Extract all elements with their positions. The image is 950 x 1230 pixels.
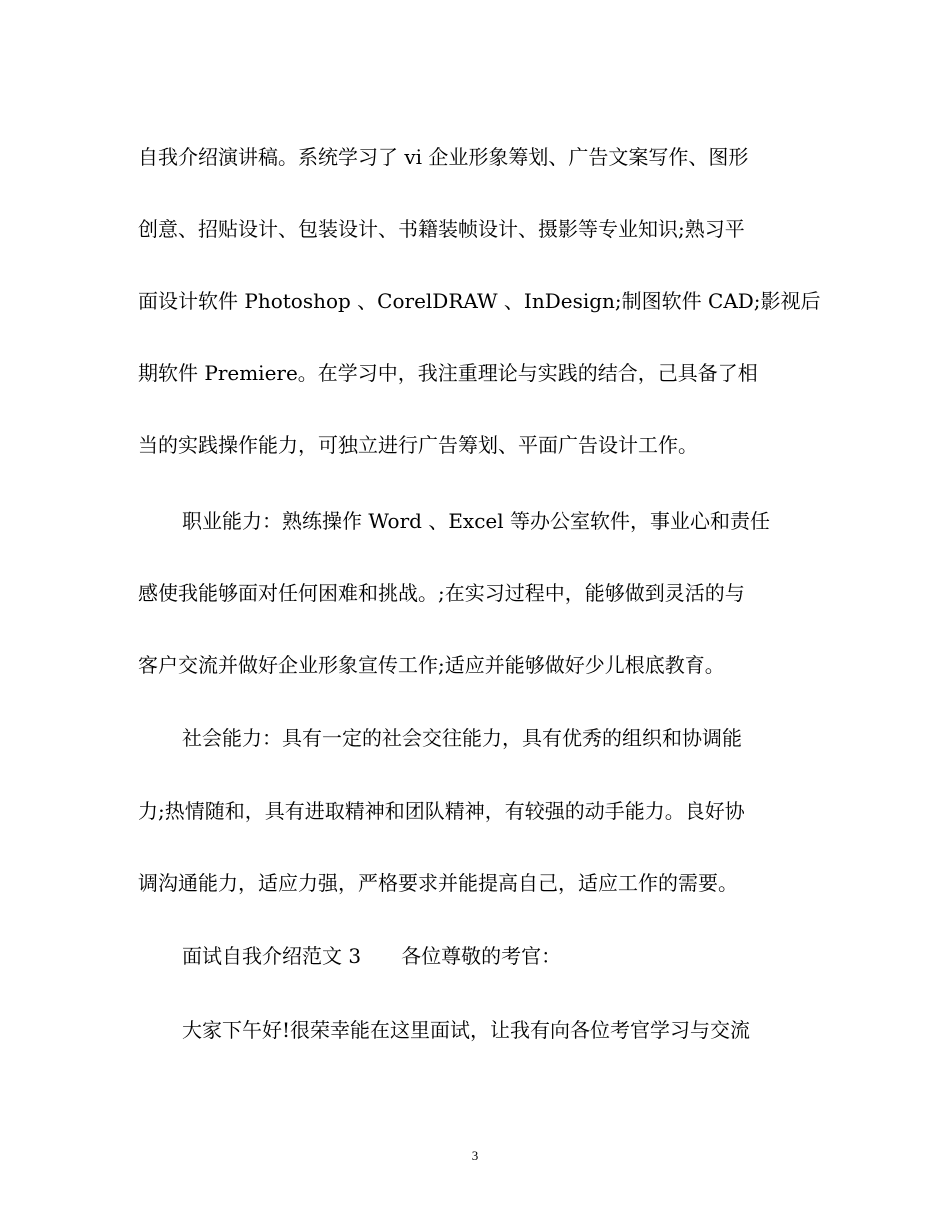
text-line-4: 期软件 Premiere。在学习中，我注重理论与实践的结合，己具备了相	[138, 361, 758, 385]
text-line-2: 创意、招贴设计、包装设计、书籍装帧设计、摄影等专业知识;熟习平	[138, 217, 745, 241]
page-number: 3	[471, 1148, 479, 1163]
text-line-5: 当的实践操作能力，可独立进行广告筹划、平面广告设计工作。	[138, 433, 698, 457]
text-line-8: 客户交流并做好企业形象宣传工作;适应并能够做好少儿根底教育。	[138, 653, 725, 677]
text-line-13: 大家下午好!很荣幸能在这里面试，让我有向各位考官学习与交流	[182, 1018, 751, 1042]
text-line-7: 感使我能够面对任何困难和挑战。;在实习过程中，能够做到灵活的与	[138, 581, 745, 605]
text-line-12: 面试自我介绍范文 3 各位尊敬的考官：	[182, 944, 562, 968]
text-line-11: 调沟通能力，适应力强，严格要求并能提高自己，适应工作的需要。	[138, 871, 738, 895]
text-line-1: 自我介绍演讲稿。系统学习了 vi 企业形象筹划、广告文案写作、图形	[138, 145, 749, 169]
text-line-9: 社会能力：具有一定的社会交往能力，具有优秀的组织和协调能	[182, 726, 742, 750]
text-line-6: 职业能力：熟练操作 Word 、Excel 等办公室软件，事业心和责任	[182, 509, 770, 533]
text-line-10: 力;热情随和，具有进取精神和团队精神，有较强的动手能力。良好协	[138, 799, 745, 823]
text-line-3: 面设计软件 Photoshop 、CorelDRAW 、InDesign;制图软件 CAD;影视后	[138, 289, 821, 313]
